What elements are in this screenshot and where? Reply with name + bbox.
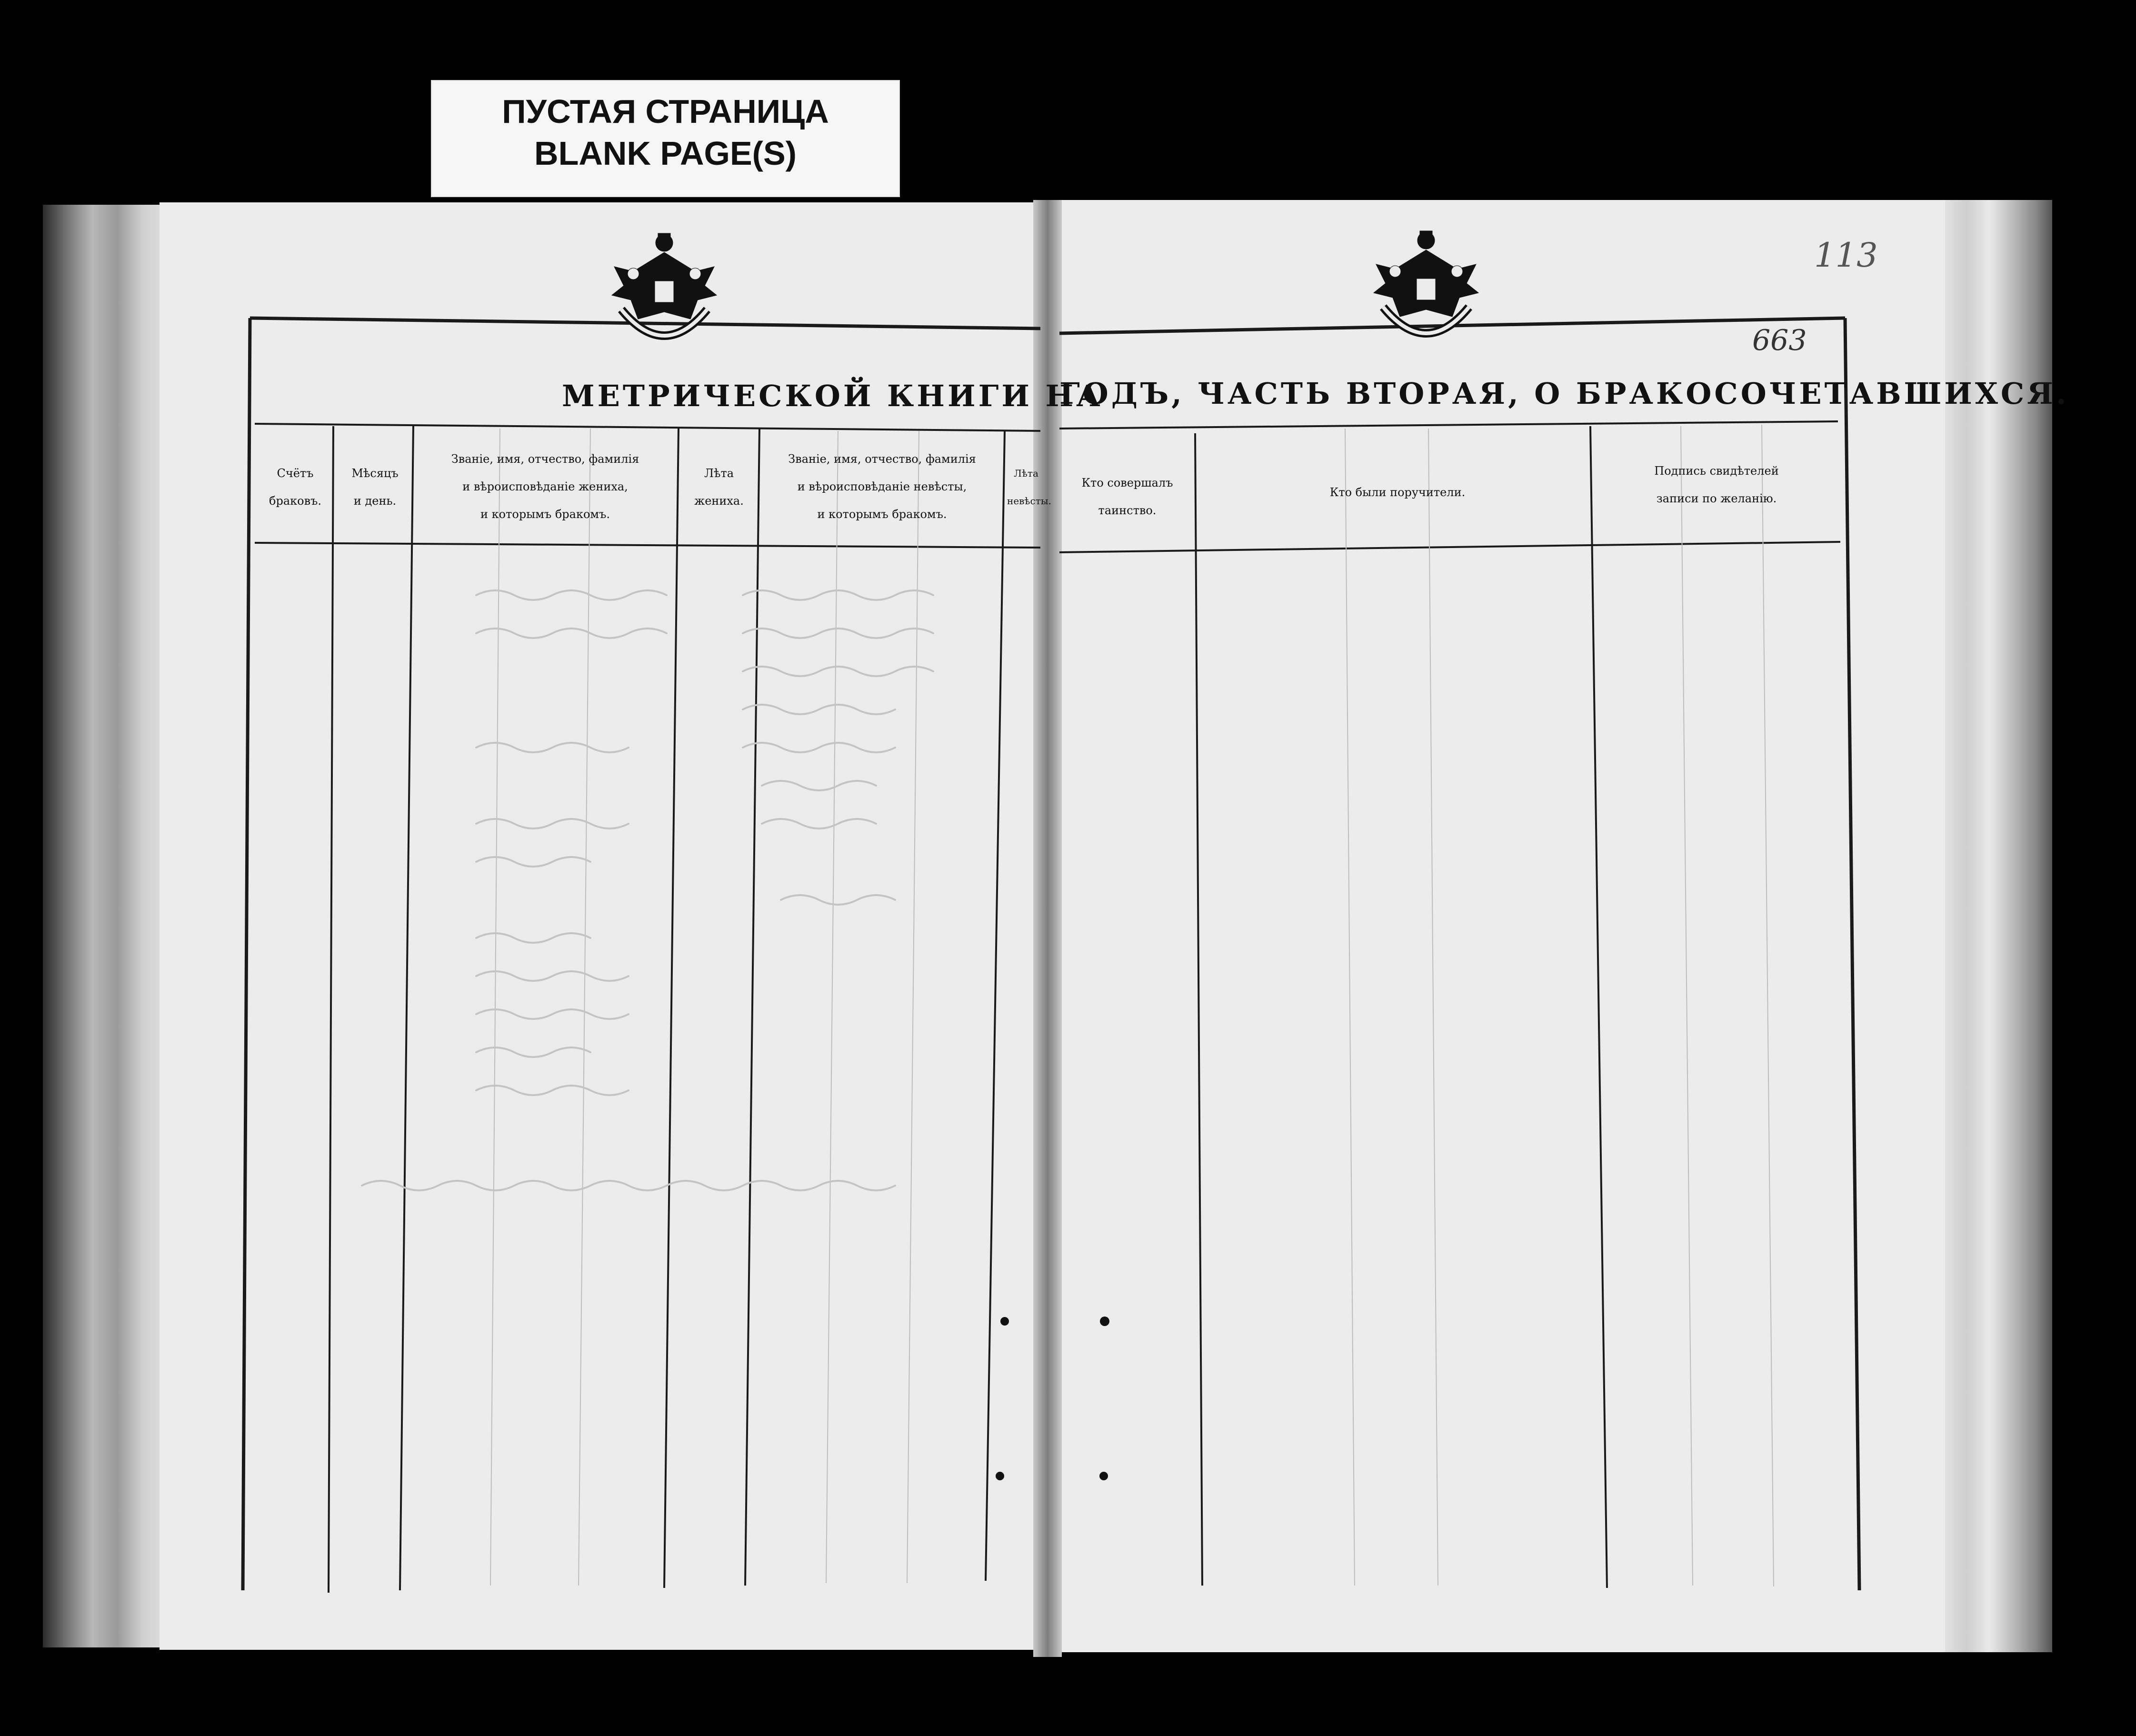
left-page-title: МЕТРИЧЕСКОЙ КНИГИ НА	[562, 379, 1103, 413]
right-page-title: ГОДЪ, ЧАСТЬ ВТОРАЯ, О БРАКОСОЧЕТАВШИХСЯ.	[1059, 376, 2069, 411]
column-header-marriage-count: Счётъ браковъ.	[269, 467, 321, 508]
column-header-bride-age: Лѣта невѣсты.	[1007, 468, 1052, 507]
column-header-groom: Званіе, имя, отчество, фамилія и вѣроисповѣданіе жениха, и которымъ бракомъ.	[451, 452, 639, 521]
label-line-russian: ПУСТАЯ СТРАНИЦА	[502, 93, 829, 130]
column-header-groom-age: Лѣта жениха.	[694, 467, 744, 508]
column-header-bride: Званіе, имя, отчество, фамилія и вѣроисповѣданіе невѣсты, и которымъ бракомъ.	[788, 452, 976, 521]
column-header-guarantors: Кто были поручители.	[1329, 486, 1466, 499]
page-number: 663	[1752, 324, 1807, 357]
column-header-witness-signatures: Подпись свидѣтелей записи по желанію.	[1654, 464, 1779, 505]
column-header-officiant: Кто совершалъ таинство.	[1081, 476, 1173, 517]
pencil-folio-number: 113	[1814, 236, 1878, 275]
column-header-month-day: Мѣсяцъ и день.	[351, 467, 399, 508]
label-line-english: BLANK PAGE(S)	[534, 135, 797, 172]
